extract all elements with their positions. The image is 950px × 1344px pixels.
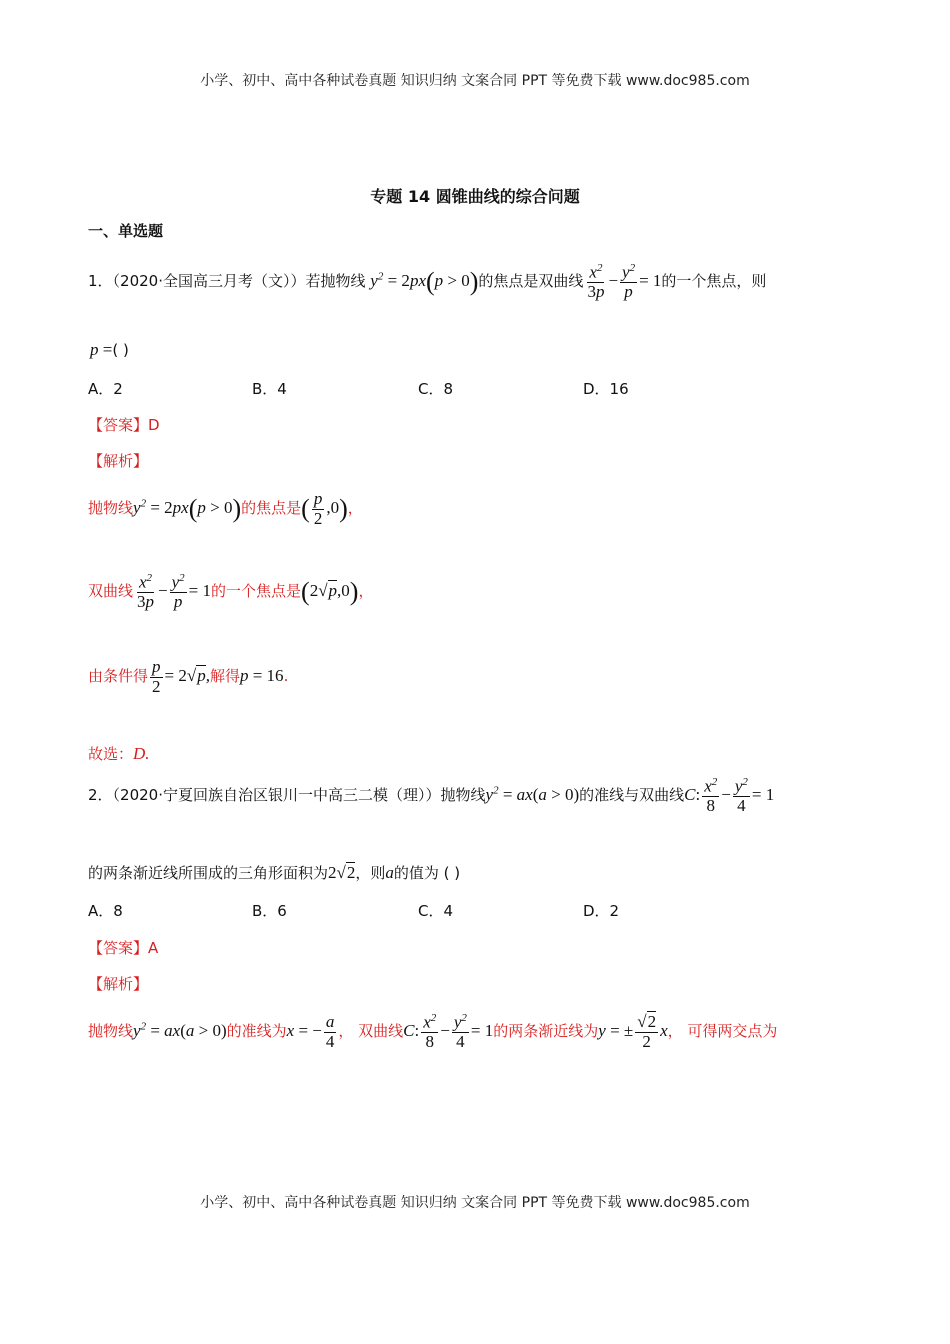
text: ， 双曲线 [338,1021,404,1040]
option-b: B．4 [252,380,287,398]
question-1-number: 1． [88,271,113,290]
option-d: D．16 [583,380,629,398]
option-c: C．8 [418,380,454,398]
math: $\frac{p}{2}$ = 2√p, [152,657,210,696]
q2-option-b: B．6 [252,902,287,920]
text: 抛物线 [88,499,134,518]
question-1-stem [88,262,766,302]
text: 由条件得 [88,667,149,686]
math: C: $\frac{x^2}{8}$ − $\frac{y^2}{4}$ = 1 [684,776,775,816]
text: 解得 [209,667,240,686]
question-2-source: （2020·宁夏回族自治区银川一中高三二模（理）） [112,785,441,804]
text: ， 可得两交点为 [667,1021,778,1040]
analysis-line-2 [88,572,373,612]
q2-answer-label: 【答案】A [88,939,159,957]
question-1-source: （2020·全国高三月考（文）） [112,271,306,290]
hyperbola-equation: $\frac{x^2}{3p}$ − $\frac{y^2}{p}$ = 1 [587,262,662,302]
question-1-blank: p =( ) [90,340,129,359]
text: 双曲线 [88,581,134,600]
section-heading: 一、单选题 [88,222,164,240]
question-2-stem-2 [88,862,460,883]
text: 的准线为 [226,1021,287,1040]
math: a [385,863,394,882]
math: x = − $\frac{a}{4}$ [286,1011,335,1051]
text: ，则 [355,864,386,882]
text: 的焦点是 [241,499,302,518]
q2-option-c: C．4 [418,902,454,920]
text: 的准线与双曲线 [579,785,685,804]
text: 的值为 ( ) [393,864,461,882]
answer-label: 【答案】D [88,416,160,434]
q2-analysis-label: 【解析】 [88,975,149,993]
parabola-equation: $y^2 = 2px(p > 0)$ [370,267,479,297]
page-footer: 小学、初中、高中各种试卷真题 知识归纳 文案合同 PPT 等免费下载 www.doc985.com [200,1195,750,1211]
math: $y^2 = 2px(p > 0)$ [133,494,242,524]
text: 故选： [88,745,134,763]
blank-paren: ( ) [112,341,129,359]
math: 2√2 [328,863,356,882]
q2-option-d: D．2 [583,902,620,920]
choice: D. [133,744,150,763]
text: ， [347,499,363,518]
conclusion [88,743,150,764]
math: p = 16 [239,666,284,686]
math: ( $\frac{p}{2}$ ,0) [301,489,348,528]
question-1-text-a: 若抛物线 [305,271,366,290]
question-2-stem [88,776,774,816]
question-1-text-c: 的一个焦点，则 [661,271,767,290]
analysis-line-3 [88,658,288,696]
math: $\frac{x^2}{3p}$ − $\frac{y^2}{p}$ = 1 [137,572,211,612]
text: 抛物线 [88,1021,134,1040]
option-a: A．2 [88,380,123,398]
page-header: 小学、初中、高中各种试卷真题 知识归纳 文案合同 PPT 等免费下载 www.doc985.com [200,73,750,89]
math: $y^2 = ax(a > 0)$ [133,1020,227,1040]
analysis-label: 【解析】 [88,452,149,470]
q2-analysis-line-1 [88,1012,777,1052]
text: ， [358,581,374,600]
text: 的两条渐近线为 [493,1021,599,1040]
text: 的两条渐近线所围成的三角形面积为 [88,864,329,882]
math: y = ± $\frac{√2}{2}$ x [598,1011,668,1051]
text: 抛物线 [440,785,486,804]
math: (2√p,0) [301,577,359,607]
q2-option-a: A．8 [88,902,123,920]
math: $y^2 = ax(a > 0)$ [485,784,580,804]
math: C: $\frac{x^2}{8}$ − $\frac{y^2}{4}$ = 1 [403,1012,494,1052]
page-title: 专题 14 圆锥曲线的综合问题 [370,187,580,206]
analysis-line-1 [88,490,363,528]
question-1-text-b: 的焦点是双曲线 [478,271,584,290]
text: . [283,667,289,686]
text: 的一个焦点是 [211,581,302,600]
question-2-number: 2． [88,785,113,804]
